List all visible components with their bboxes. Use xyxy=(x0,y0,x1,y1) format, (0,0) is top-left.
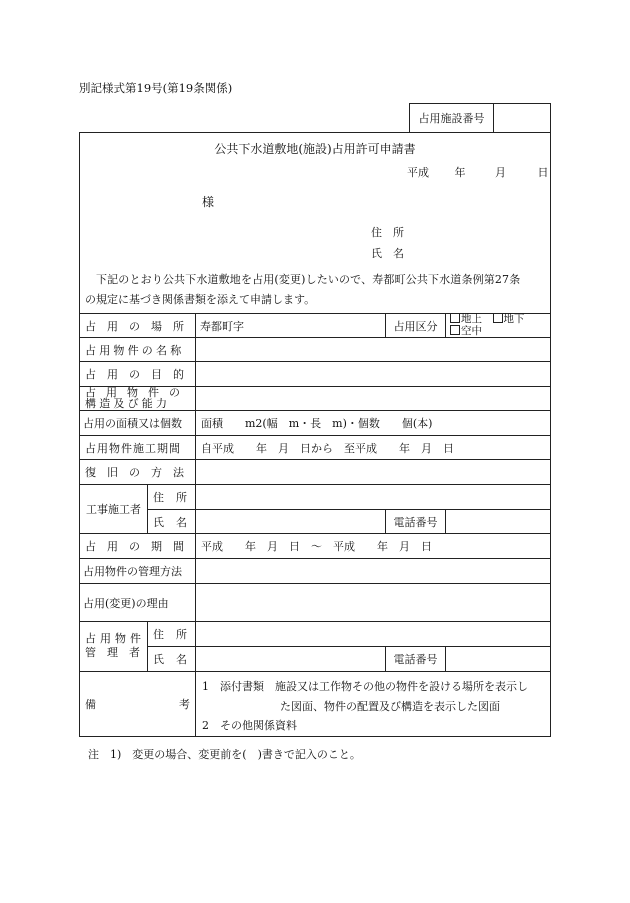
request-text-line-2: の規定に基づき関係書類を添えて申請します。 xyxy=(85,293,316,306)
contractor-name-label: 氏名 xyxy=(153,515,199,529)
manager-address-field[interactable] xyxy=(196,622,550,646)
structure-label xyxy=(85,387,190,409)
manager-phone-field[interactable] xyxy=(446,647,550,671)
date-year: 年 xyxy=(454,166,466,179)
manager-label-line-1: 占用物件 xyxy=(85,632,145,645)
object-name-label: 占用物件の名称 xyxy=(85,343,185,357)
structure-label-line-1: 占用物件の xyxy=(85,386,190,399)
aboveground-label: 地上 xyxy=(461,313,482,325)
location-value[interactable]: 寿都町字 xyxy=(200,319,244,333)
object-name-field[interactable] xyxy=(196,338,550,361)
remarks-line-3: 2 その他関係資料 xyxy=(202,719,297,732)
structure-field[interactable] xyxy=(196,387,550,410)
contractor-address-field[interactable] xyxy=(196,485,550,509)
facility-number-field[interactable] xyxy=(494,104,550,132)
manager-label xyxy=(85,632,151,660)
location-label: 占用の場所 xyxy=(85,319,195,333)
manager-name-field[interactable] xyxy=(196,647,385,671)
occupancy-period-value[interactable]: 平成 年 月 日 ～ 平成 年 月 日 xyxy=(201,540,432,553)
contractor-label: 工事施工者 xyxy=(86,503,141,516)
footnote: 注 1) 変更の場合、変更前を( )書きで記入のこと。 xyxy=(88,748,361,761)
overhead-checkbox[interactable] xyxy=(450,325,460,335)
contractor-phone-label: 電話番号 xyxy=(393,515,438,529)
manager-address-label: 住所 xyxy=(153,628,199,641)
structure-label-line-2: 構造及び能力 xyxy=(85,397,171,410)
contractor-phone-field[interactable] xyxy=(446,510,550,533)
addressee: 様 xyxy=(202,195,215,209)
remarks-line-2: た図面、物件の配置及び構造を表示した図面 xyxy=(280,700,500,713)
restoration-label: 復旧の方法 xyxy=(85,466,195,479)
manager-name-label: 氏名 xyxy=(153,653,199,666)
remarks-label-a: 備 xyxy=(85,698,96,711)
purpose-field[interactable] xyxy=(196,362,550,386)
purpose-label: 占用の目的 xyxy=(85,368,195,381)
applicant-address-label: 住 所 xyxy=(371,226,404,239)
management-method-field[interactable] xyxy=(196,559,550,583)
occupancy-period-label: 占用の期間 xyxy=(85,540,195,553)
form-title: 公共下水道敷地(施設)占用許可申請書 xyxy=(214,142,416,156)
management-method-label: 占用物件の管理方法 xyxy=(83,565,182,578)
manager-label-line-2: 管理者 xyxy=(85,646,151,659)
construction-period-value[interactable]: 自平成 年 月 日から 至平成 年 月 日 xyxy=(201,441,454,455)
category-label: 占用区分 xyxy=(393,319,438,333)
date-era: 平成 xyxy=(407,166,429,179)
construction-period-label: 占用物件施工期間 xyxy=(85,441,181,455)
facility-number-label: 占用施設番号 xyxy=(418,112,485,125)
form-number-note: 別記様式第19号(第19条関係) xyxy=(79,81,233,95)
area-label: 占用の面積又は個数 xyxy=(83,417,182,430)
manager-phone-label: 電話番号 xyxy=(393,653,438,666)
overhead-label: 空中 xyxy=(461,325,482,337)
underground-checkbox[interactable] xyxy=(493,313,503,323)
date-day: 日 xyxy=(537,166,549,179)
area-value[interactable]: 面積 m2(幅 m・長 m)・個数 個(本) xyxy=(201,417,433,430)
reason-field[interactable] xyxy=(196,584,550,621)
remarks-line-1: 1 添付書類 施設又は工作物その他の物件を設ける場所を表示し xyxy=(202,680,528,693)
contractor-name-field[interactable] xyxy=(196,510,385,533)
applicant-name-label: 氏 名 xyxy=(371,247,404,260)
request-text-line-1: 下記のとおり公共下水道敷地を占用(変更)したいので、寿都町公共下水道条例第27条 xyxy=(96,273,521,286)
category-options xyxy=(450,313,525,337)
contractor-address-label: 住所 xyxy=(153,491,199,504)
reason-label: 占用(変更)の理由 xyxy=(83,596,169,610)
date-month: 月 xyxy=(495,166,506,179)
underground-label: 地下 xyxy=(503,313,525,325)
restoration-field[interactable] xyxy=(196,460,550,484)
remarks-label-b: 考 xyxy=(179,698,190,711)
aboveground-checkbox[interactable] xyxy=(450,313,460,323)
date-line xyxy=(407,164,549,180)
